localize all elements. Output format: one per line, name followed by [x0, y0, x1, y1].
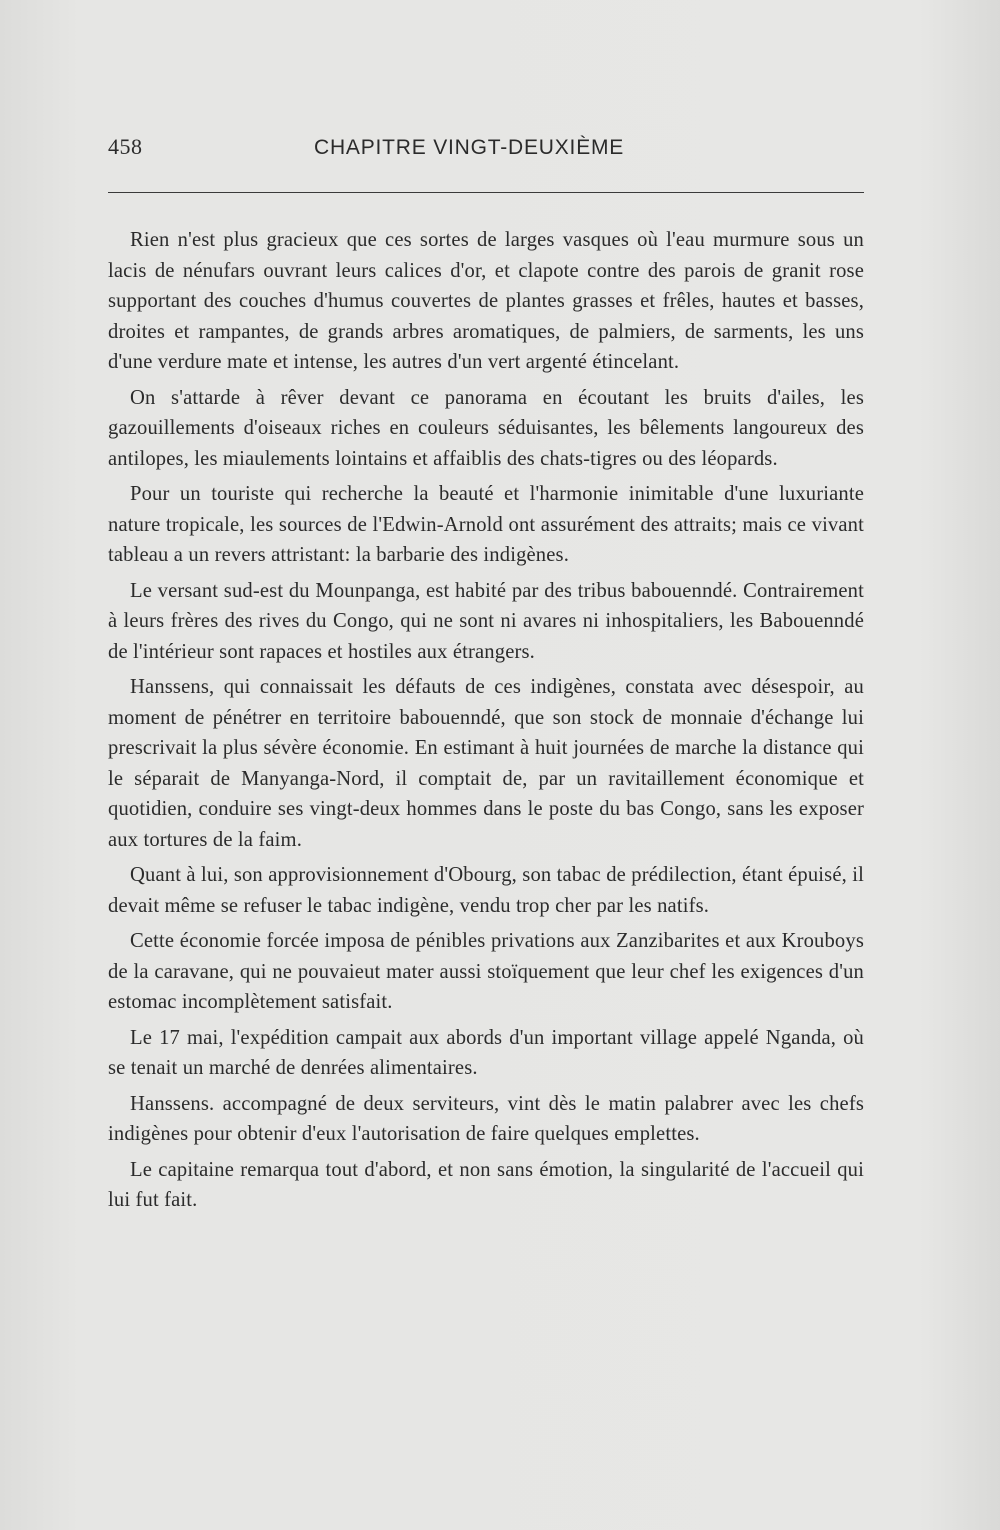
- paragraph: Rien n'est plus gracieux que ces sortes de larges vasques où l'eau murmure sous un lacis de nénufars ouvrant leurs calices d'or, et clapote contre des parois de granit rose supportant des couches d'humus couvertes de plantes grasses et frêles, hautes et basses, droites et rampantes, de grands arbres aromatiques, de palmiers, de sarments, les uns d'une verdure mate et intense, les autres d'un vert argenté étincelant.: [108, 229, 864, 373]
- page-header: [108, 132, 864, 172]
- page-number: 458: [108, 134, 143, 159]
- paragraph: Hanssens, qui connaissait les défauts de ces indigènes, constata avec désespoir, au moment de pénétrer en territoire babouenndé, que son stock de monnaie d'échange lui prescrivait la plus sévère économie. En estimant à huit journées de marche la distance qui le séparait de Manyanga-Nord, il comptait de, par un ravitaillement économique et quotidien, conduire ses vingt-deux hommes dans le poste du bas Congo, sans les exposer aux tortures de la faim.: [108, 676, 864, 851]
- paragraph: Le versant sud-est du Mounpanga, est habité par des tribus babouenndé. Contrairement à leurs frères des rives du Congo, qui ne sont ni avares ni inhospitaliers, les Babouenndé de l'intérieur sont rapaces et hostiles aux étrangers.: [108, 579, 864, 663]
- paragraph: Le 17 mai, l'expédition campait aux abords d'un important village appelé Nganda, où se tenait un marché de denrées alimentaires.: [108, 1026, 864, 1079]
- paragraph: Quant à lui, son approvisionnement d'Obourg, son tabac de prédilection, étant épuisé, il devait même se refuser le tabac indigène, vendu trop cher par les natifs.: [108, 864, 864, 917]
- paragraph: Pour un touriste qui recherche la beauté et l'harmonie inimitable d'une luxuriante nature tropicale, les sources de l'Edwin-Arnold ont assurément des attraits; mais ce vivant tableau a un revers attristant: la barbarie des indigènes.: [108, 483, 864, 566]
- paragraph: Hanssens. accompagné de deux serviteurs, vint dès le matin palabrer avec les chefs indigènes pour obtenir d'eux l'autorisation de faire quelques emplettes.: [108, 1092, 864, 1145]
- paragraph: Cette économie forcée imposa de pénibles privations aux Zanzibarites et aux Krouboys de la caravane, qui ne pouvaieut mater aussi stoïquement que leur chef les exigences d'un estomac incomplètement satisfait.: [108, 930, 864, 1013]
- book-page: [108, 132, 864, 1211]
- header-rule: [108, 192, 864, 193]
- running-title: CHAPITRE VINGT-DEUXIÈME: [314, 136, 625, 159]
- paragraph: Le capitaine remarqua tout d'abord, et non sans émotion, la singularité de l'accueil qui lui fut fait.: [108, 1158, 864, 1211]
- body-text: [108, 225, 864, 1221]
- paragraph: On s'attarde à rêver devant ce panorama en écoutant les bruits d'ailes, les gazouillements d'oiseaux riches en couleurs séduisantes, les bêlements langoureux des antilopes, les miaulements lointains et affaiblis des chats-tigres ou des léopards.: [108, 386, 864, 470]
